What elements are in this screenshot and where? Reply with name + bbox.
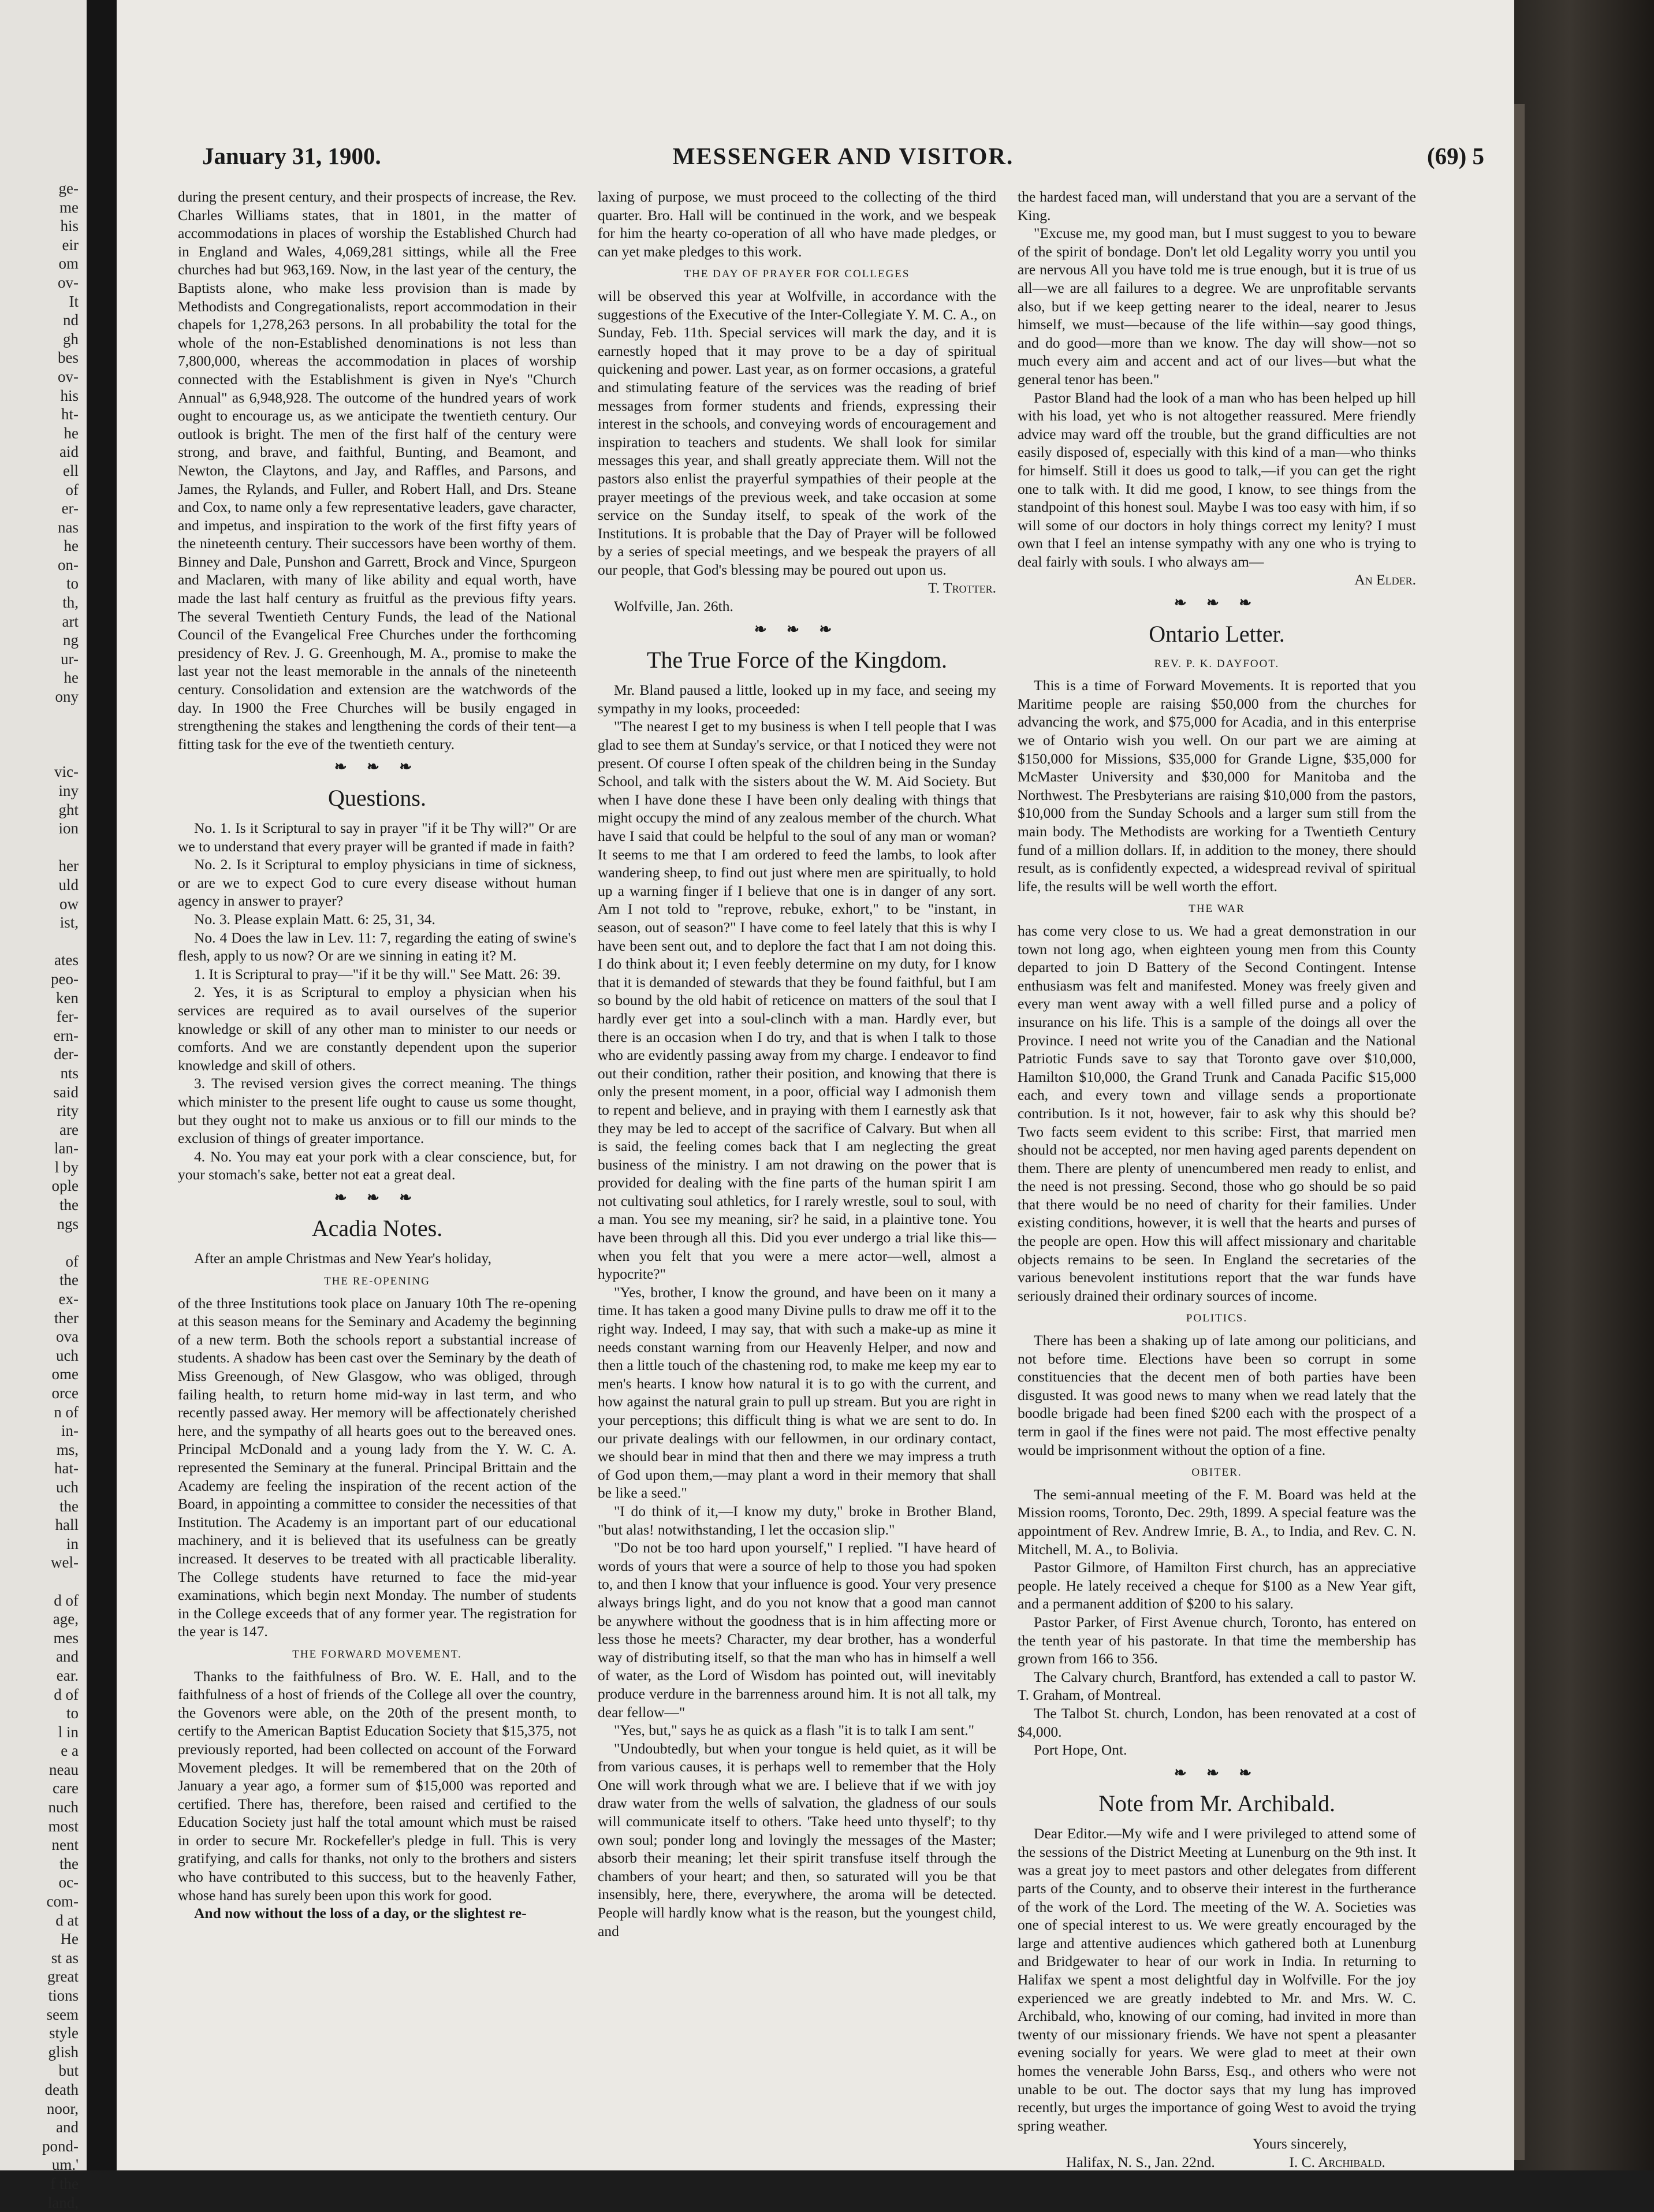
fragment-line: ova — [56, 1328, 79, 1346]
fragment-line: nd — [63, 311, 79, 329]
fragment-line: It — [69, 292, 79, 310]
section-title-ontario: Ontario Letter. — [1149, 620, 1285, 647]
fragment-line: iny — [58, 782, 79, 799]
fragment-line: pond- — [42, 2137, 79, 2155]
fragment-line: ov- — [58, 273, 79, 291]
fragment-line: ow — [59, 895, 79, 913]
fragment-line: oc- — [58, 1874, 79, 1891]
fragment-line — [0, 725, 79, 744]
fragment-line: rity — [57, 1102, 79, 1120]
paragraph: "Yes, but," says he as quick as a flash "it is to talk I am sent." — [614, 1722, 975, 1739]
fragment-line: me — [59, 198, 79, 216]
question-item: No. 3. Please explain Matt. 6: 25, 31, 34. — [194, 910, 435, 928]
fragment-line: glish — [48, 2043, 79, 2061]
fragment-line: fer- — [56, 1008, 79, 1026]
book-spine — [1514, 0, 1654, 2170]
fragment-line: n of — [54, 1403, 79, 1421]
war-text: has come very close to us. We had a great demonstration in our town not long ago, when eighteen young men from this County departed to join D Battery of the Second Contingent. Intense enthusiasm was felt and manifested. Money was freely given and every man went away with a well filled purse and a policy of insurance on his life. This is a sample of the doings all over the Province. I need not write you of the Canadian and the National Patriotic Funds save to say that Toronto gave over $10,000, Hamilton $10,000, the Grand Trunk and Canada Pacific $15,000 each, and every town and village sends a proportionate contribution. Is it not, however, fair to ask why this should be? Two facts seem evident to this scribe: First, that married men should not be accepted, nor men having aged parents dependent on them. There are plenty of unencumbered men ready to enlist, and the need is not pressing. Second, those who go should be so paid that there would be no need of charity for their families. Under existing conditions, however, it is well that the hearts and purses of the people are open. How this will affect missionary and charitable objects remains to be seen. In England the secretaries of the various benevolent institutions report that the war funds have seriously drained their ordinary sources of income. — [1018, 922, 1416, 1304]
fragment-line: f the — [50, 2174, 79, 2192]
paragraph: Mr. Bland paused a little, looked up in my face, and seeing my sympathy in my looks, proceeded: — [598, 682, 996, 717]
fragment-line: om — [58, 255, 79, 273]
fragment-line: nuch — [48, 1798, 79, 1816]
signature: An Elder. — [1354, 571, 1416, 589]
fragment-line: but — [58, 2062, 79, 2080]
newspaper-page — [117, 0, 1514, 2170]
letter-signoff — [1018, 2153, 1416, 2172]
fragment-line: his — [60, 386, 79, 404]
fragment-line: the — [59, 1497, 79, 1515]
fragment-line: He — [60, 1930, 79, 1948]
fragment-line: his — [60, 217, 79, 235]
forward-movement-text: Thanks to the faithfulness of Bro. W. E. Hall, and to the faithfulness of a host of friends of the College all over the country, the Govenors were able, on the 20th of the present month, to certify to the American Baptist Education Society that $15,375, not previously reported, had been collected on account of the Forward Movement pledges. It will be remembered that on the 20th of January a year ago, a former sum of $15,000 was reported and certified. There has, therefore, been raised and certified to the Education Society just half the total amount which must be raised in order to secure Mr. Rockefeller's pledge in full. This is very gratifying, and calls for thanks, not only to the brothers and sisters who have contributed to this success, but to the heavenly Father, whose hand has surely been upon this work for good. — [178, 1667, 576, 1904]
fragment-line: d at — [55, 1911, 79, 1929]
fragment-line: uld — [58, 876, 79, 893]
fragment-line: hall — [55, 1516, 79, 1534]
signature: T. Trotter. — [928, 579, 996, 597]
fragment-line: ge- — [58, 180, 79, 197]
fragment-line — [0, 932, 79, 951]
column-3 — [1018, 188, 1416, 2170]
fragment-line: ng — [63, 631, 79, 649]
fragment-line: l in — [58, 1723, 79, 1741]
fragment-line — [0, 1572, 79, 1591]
fragment-line: noor, — [46, 2099, 79, 2117]
fragment-line: the — [59, 1196, 79, 1214]
continued-line: And now without the loss of a day, or the slightest re- — [194, 1905, 527, 1922]
paragraph: "Yes, brother, I know the ground, and have been on it many a time. It has taken a good many Divine pulls to draw me off it to the right way. Indeed, I may say, that with such a make-up as mine it needs constant warning from our Heavenly Helper, and now and then a little touch of the chastening rod, to make me keep my ear to men's hearts. I know how natural it is to go with the current, and how against the natural grain to pull up stream. But you are right in your perceptions; this difficult thing is what we are sent to do. In our private dealings with our fellowmen, in our ordinary contact, we should bear in mind that then and there we may impress a truth of God upon them,—may plant a word in their memory that shall be like a seed." — [598, 1283, 996, 1502]
fragment-line: ther — [54, 1309, 79, 1327]
fragment-line: her — [58, 857, 79, 875]
column-1 — [178, 188, 576, 2146]
fragment-line: ms, — [56, 1440, 79, 1458]
previous-page-fragment — [0, 0, 87, 2211]
answer-item: 2. Yes, it is as Scriptural to employ a physician when his services are required as to avail ourselves of the superior knowledge or skill of any other man to minister to our needs or comforts. And we are constantly dependent upon the superior knowledge and skill of others. — [178, 984, 576, 1074]
fragment-line: hat- — [54, 1459, 79, 1477]
answer-item: 1. It is Scriptural to pray—"if it be thy will." See Matt. 26: 39. — [194, 965, 561, 982]
reopening-text: of the three Institutions took place on January 10th The re-opening at this season means for the Seminary and Academy the beginning of a new term. Both the schools report a substantial increase of students. A shadow has been cast over the Seminary by the death of Miss Greenough, of New Glasgow, who was obliged, through failing health, to return home mid-way in last term, and who recently passed away. Her memory will be affectionately cherished here, and the sympathy of all hearts goes out to the bereaved ones. Principal McDonald and a young lady from the Y. W. C. A. represented the Seminary at the funeral. Principal Brittain and the Academy are feeling the inspiration of the recent action of the Board, in appointing a committee to consider the necessities of that Institution. The Academy is an important part of our educational machinery, and it is believed that its usefulness can be greatly increased. It deserves to be treated with all practicable liberality. The College students have returned to face the mid-year examinations, which begin next Monday. The number of students in the College exceeds that of any former year. The registration for the year is 147. — [178, 1294, 576, 1640]
fragment-line: the — [59, 1854, 79, 1872]
section-title-questions: Questions. — [328, 785, 426, 811]
fragment-line: uch — [56, 1478, 79, 1496]
fragment-line: nent — [51, 1836, 79, 1854]
fragment-line: he — [64, 669, 79, 687]
fragment-line: of — [65, 481, 79, 498]
fragment-line: ell — [63, 461, 79, 479]
fragment-line: ngs — [57, 1215, 79, 1232]
fragment-line: on- — [58, 556, 79, 574]
obiter-item: Pastor Gilmore, of Hamilton First church, has an appreciative people. He lately received a cheque for $100 as a New Year gift, and a permanent addition of $200 to his salary. — [1018, 1559, 1416, 1613]
fragment-line: seem — [46, 2005, 79, 2023]
fragment-line: art — [62, 612, 79, 630]
archibald-letter: Dear Editor.—My wife and I were privileged to attend some of the sessions of the District Meeting at Lunenburg on the 9th inst. It was a great joy to meet pastors and other delegates from different parts of the County, and to observe their interest in the furtherance of the work of the Lord. The meeting of the W. A. Societies was one of special interest to us. We were greatly encouraged by the large and attentive audiences which gathered both at Lunenburg and Bridgewater to hear of our work in India. In returning to Halifax we spent a most delightful day in Wolfville. For the joy experienced we are greatly indebted to Mr. and Mrs. W. C. Archibald, who, knowing of our coming, had invited in more than twenty of our missionary friends. We have not spent a pleasanter evening socially for years. We were glad to meet at their own homes the venerable John Barss, Esq., and others who were not unable to be out. The doctor says that my lung has improved recently, but urges the importance of going West to avoid the trying spring weather. — [1018, 1825, 1416, 2134]
fragment-line: and — [56, 2118, 79, 2136]
ornament-divider: ❧ ❧ ❧ — [334, 1189, 420, 1206]
fragment-line: said — [53, 1083, 79, 1101]
newspaper-title: MESSENGER AND VISITOR. — [672, 143, 1014, 169]
obiter-item: The Talbot St. church, London, has been renovated at a cost of $4,000. — [1018, 1704, 1416, 1740]
answer-item: 4. No. You may eat your pork with a clear conscience, but, for your stomach's sake, better not eat a great deal. — [178, 1148, 576, 1183]
fragment-line: ome — [51, 1365, 79, 1383]
fragment-line: ion — [58, 820, 79, 837]
article-continuation: during the present century, and their prospects of increase, the Rev. Charles Williams states, that in 1801, in the matter of accommodations in places of worship the Established Church had in England and Wales, 4,069,281 sittings, while all the Free churches had but 963,169. Now, in the last year of the century, the Baptists alone, who make less provision than is made by Methodists and Congregationalists, report accommodation in their chapels for 1,278,263 persons. In all probability the total for the whole of the non-Established denominations is not less than 7,800,000, whereas the accommodation in places of worship connected with the Establishment is given in Nye's "Church Annual" as 6,948,928. The outcome of the hundred years of work ought to encourage us, as we anticipate the twentieth century. Our outlook is bright. The men of the first half of the century were strong, and brave, and faithful, Bunting, and Beamont, and Newton, the Claytons, and Jay, and Raffles, and Parsons, and James, the Rylands, and Fuller, and Robert Hall, and Drs. Steane and Cox, to name only a few representative leaders, gave character, and impetus, and inspiration to the work of the first fifty years of the nineteenth century. Their successors have been worthy of them. Binney and Dale, Punshon and Garrett, Brock and Vince, Spurgeon and Maclaren, with many of like ability and equal worth, have made the last half century as fruitful as the previous fifty years. The several Twentieth Century Funds, the lead of the National Council of the Evangelical Free Churches under the forthcoming presidency of Rev. J. G. Greenhough, M. A., promise to make the last year not the least memorable in the annals of the nineteenth century. Consolidation and extension are the watchwords of the day. In 1900 the Free Churches will be busily engaged in strengthening the stakes and lengthening the cords of their tent—a fitting task for the eve of the twentieth century. — [178, 188, 576, 753]
byline: REV. P. K. DAYFOOT. — [1154, 657, 1280, 670]
fragment-line: to — [66, 575, 79, 593]
question-item: No. 4 Does the law in Lev. 11: 7, regarding the eating of swine's flesh, apply to us now? Or are we sinning in eating it? M. — [178, 929, 576, 965]
fragment-line: gh — [63, 330, 79, 348]
fragment-line: in- — [61, 1422, 79, 1440]
fragment-line: he — [64, 537, 79, 555]
fragment-line: er- — [61, 500, 79, 517]
ontario-text: This is a time of Forward Movements. It is reported that you Maritime people are raising $50,000 from the churches for advancing the work, and $75,000 for Acadia, and in this enterprise we of Ontario wish you well. On our part we are aiming at $150,000 for Missions, $35,000 for Grande Ligne, $35,000 for McMaster University and $30,000 for Manitoba and the Northwest. The Presbyterians are raising $10,000 from the pastors, $10,000 from the Sunday Schools and a larger sum still from the main body. The Methodists are working for a Twentieth Century fund of a million dollars. If, in addition to the money, there should result, as is confidently expected, a widespread revival of spiritual life, the results will be well worth the effort. — [1018, 677, 1416, 895]
politics-text: There has been a shaking up of late among our politicians, and not before time. Elections have been so corrupt in some constituencies that the decent men of both parties have been disgusted. It was good news to many when we read lately that the boodle brigade had been fined $200 each with the prospect of a term in gaol if the fines were not paid. The most effective penalty would be imprisonment without the option of a fine. — [1018, 1332, 1416, 1458]
acadia-intro: After an ample Christmas and New Year's holiday, — [194, 1250, 491, 1267]
section-title-true-force: The True Force of the Kingdom. — [647, 647, 947, 673]
fragment-line: to — [66, 1704, 79, 1722]
paragraph: "The nearest I get to my business is when I tell people that I was glad to see them at Sunday's service, or that I noticed they were not present. Of course I often speak of the children being in the Sunday School, and talk with the sisters about the W. M. Aid Society. But when I have done these I have been only dealing with things that might occupy the mind of any zealous member of the church. What have I said that could be helpful to the soul of any man or woman? It seems to me that I am ordered to feed the lambs, to look after wandering sheep, to find out just where men are spiritually, to hold up a warning finger if I believe that one is in danger of any sort. Am I not told to "reprove, rebuke, exhort," to be "instant, in season, out of season?" I have come to feel lately that this is why I have been sent out, and to deplore the fact that I am not doing this. I do think about it; I even feebly determine on my duty, for I know that it is demanded of stewards that they be found faithful, but I am so bound by the old habit of reticence on matters of the soul that I hardly ever get into a soul-clinch with a man. Hardly ever, but there is an occasion when I do try, and that is when I talk to those who are evidently passing away from my charge. I endeavor to find out their condition, rather their position, and knowing that there is only the present moment, in a poor, official way I admonish them to repent and believe, and in praying with them I earnestly ask that they may be led to accept of the sacrifice of Calvary. But when all is said, the feeling comes back that I am neglecting the great business of the ministry. I am not drawing on the power that is provided for dealing with the fine parts of the human spirit I am not cultivating soul athletics, for I rarely wrestle, soul to soul, with a man. You see my meaning, sir? he said, in a plaintive tone. You have been through all this. Did you ever undergo a trial like this—when you felt that you were a mere actor—well, almost a hypocrite?" — [598, 718, 996, 1283]
paragraph: "I do think of it,—I know my duty," broke in Brother Bland, "but alas! notwithstanding, I let the occasion slip." — [598, 1502, 996, 1538]
paragraph: Pastor Bland had the look of a man who has been helped up hill with his load, yet who is not altogether reassured. Mere friendly advice may ward off the trouble, but the grand difficulties are not easily disposed of, especially with this kind of a man—who thinks for himself. Still it does us good to talk,—if you can get the right one to talk with. It did me good, I know, to see things from the standpoint of this honest soul. Maybe I was too easy with him, if so will some of our doctors in holy things correct my lenity? I must own that I feel an intense sympathy with any one who is trying to deal fairly with souls. I who always am— — [1018, 389, 1416, 570]
paragraph: the hardest faced man, will understand that you are a servant of the King. — [1018, 188, 1416, 224]
section-title-acadia: Acadia Notes. — [311, 1215, 443, 1242]
obiter-item: The Calvary church, Brantford, has extended a call to pastor W. T. Graham, of Montreal. — [1018, 1668, 1416, 1704]
paragraph: "Undoubtedly, but when your tongue is held quiet, as it will be from various causes, it is perhaps well to remember that the Holy One will work through what we are. I believe that if we with joy draw water from the wells of salvation, the gladness of our souls will communicate itself to others. 'Take heed unto thyself'; to thy own soul; ponder long and lovingly the messages of the Master; absorb their meaning; let their spirit transfuse itself through the chambers of your heart; and then, so saturated will you be that insensibly, here, there, everywhere, the aroma will be detected. People will hardly know what is the reason, but the youngest child, and — [598, 1740, 996, 1939]
fragment-line: land, — [47, 2194, 79, 2211]
fragment-line: great — [47, 1968, 79, 1986]
fragment-line: ov- — [58, 367, 79, 385]
prayer-text: will be observed this year at Wolfville, in accordance with the suggestions of the Executive of the Inter-Collegiate Y. M. C. A., on Sunday, Feb. 11th. Special services will mark the day, and it is earnestly hoped that it may prove to be a day of spiritual quickening and power. Last year, as on former occasions, a grateful and stimulating feature of the services was the reading of brief messages from former students and friends, expressing their interest in the schools, and conveying words of encouragement and inspiration to teachers and students. We shall look for similar messages this year, and shall greatly appreciate them. Will not the pastors also enlist the prayerful sympathies of their people at the prayer meetings of the previous week, and take occasion at some service on the Sunday itself, to speak of the work of the Institutions. It is probable that the Day of Prayer will be followed by a series of special meetings, and we bespeak the prayers of all our people, that God's blessing may be poured out upon us. — [598, 287, 996, 578]
questions-list — [178, 819, 576, 965]
closing-salutation: Yours sincerely, — [1253, 2135, 1347, 2153]
article-continuation: laxing of purpose, we must proceed to the collecting of the third quarter. Bro. Hall will be continued in the work, and we bespeak for him the hearty co-operation of all who have made pledges, or can yet make pledges to this work. — [598, 188, 996, 260]
fragment-line: are — [59, 1120, 79, 1138]
answers-list — [178, 965, 576, 1184]
fragment-line: ex- — [58, 1290, 79, 1308]
ornament-divider: ❧ ❧ ❧ — [754, 620, 840, 638]
dateline: Port Hope, Ont. — [1034, 1741, 1127, 1759]
fragment-line: th, — [62, 594, 79, 612]
question-item: No. 1. Is it Scriptural to say in prayer "if it be Thy will?" Or are we to understand that every prayer will be granted if made in faith? — [178, 820, 576, 855]
ornament-divider: ❧ ❧ ❧ — [1174, 1764, 1260, 1781]
fragment-line: tions — [48, 1987, 79, 2004]
answer-item: 3. The revised version gives the correct meaning. The things which minister to the present life ought to cause us some thought, but they ought not to make us anxious or to fill our minds to the exclusion of things of greater importance. — [178, 1075, 576, 1147]
fragment-line: and — [56, 1648, 79, 1666]
subhead-war: THE WAR — [1189, 903, 1245, 915]
fragment-line: uch — [56, 1346, 79, 1364]
subhead-day-of-prayer: THE DAY OF PRAYER FOR COLLEGES — [684, 268, 910, 281]
fragment-line: bes — [58, 349, 79, 367]
obiter-item: The semi-annual meeting of the F. M. Board was held at the Mission rooms, Toronto, Dec. 29th, 1899. A special feature was the appointment of Rev. Andrew Imrie, B. A., to India, and Rev. C. N. Mitchell, M. A., to Bolivia. — [1018, 1485, 1416, 1558]
subhead-politics: POLITICS. — [1186, 1312, 1248, 1325]
issue-date: January 31, 1900. — [202, 143, 381, 169]
fragment-line — [0, 838, 79, 857]
fragment-line: neau — [49, 1760, 79, 1778]
fragment-line: ople — [51, 1177, 79, 1195]
fragment-line: ken — [56, 989, 79, 1007]
fragment-line: nts — [60, 1064, 79, 1082]
subhead-reopening: THE RE-OPENING — [324, 1275, 430, 1288]
fragment-line — [0, 1233, 79, 1252]
fragment-line: ear. — [56, 1666, 79, 1684]
page-number: (69) 5 — [1426, 143, 1484, 169]
column-2 — [598, 188, 996, 2146]
paragraph: "Do not be too hard upon yourself," I replied. "I have heard of words of yours that were a source of help to those you had spoken to, and then I know that your influence is good. Your very presence always brings light, and do you not know that a good man cannot be anywhere without the goodness that is in him affecting more or less those he meets? Character, my dear brother, has a wonderful way of distributing itself, so that the man who has in himself a well of water, as the Lord of Wisdom has pointed out, will inevitably produce verdure in the barrenness around him. It is not all talk, my dear fellow—" — [598, 1539, 996, 1721]
subhead-obiter: OBITER. — [1191, 1466, 1242, 1479]
fragment-line: l by — [54, 1158, 79, 1176]
book-gutter — [87, 0, 117, 2170]
fragment-line: e a — [61, 1742, 79, 1760]
fragment-line: style — [49, 2024, 79, 2042]
fragment-line — [0, 744, 79, 763]
obiter-item: Pastor Parker, of First Avenue church, Toronto, has entered on the tenth year of his pastorate. In that time the membership has grown from 166 to 356. — [1018, 1613, 1416, 1667]
paragraph: "Excuse me, my good man, but I must suggest to you to beware of the spirit of bondage. Don't let old Legality worry you until you are nervous All you have told me is true enough, but it is true of us all—we are all failures to a degree. We are unprofitable servants also, but if we keep getting nearer to the ideal, nearer to Jesus himself, we must—because of the life within—say good things, and do good—more than we know. The day will show—not so much every aim and accent and act of our lives—but what the general tenor has been." — [1018, 225, 1416, 388]
ornament-divider: ❧ ❧ ❧ — [1174, 594, 1260, 612]
fragment-line: ht- — [61, 405, 79, 423]
subhead-forward-movement: THE FORWARD MOVEMENT. — [292, 1648, 462, 1660]
fragment-line: ates — [54, 951, 79, 969]
fragment-line: care — [53, 1779, 79, 1797]
fragment-line: in — [66, 1535, 79, 1552]
fragment-line: st as — [51, 1949, 79, 1967]
page-header — [202, 142, 1484, 177]
fragment-line — [0, 706, 79, 725]
fragment-line: ght — [58, 800, 79, 818]
page-edge — [1514, 104, 1525, 2160]
ornament-divider: ❧ ❧ ❧ — [334, 758, 420, 776]
fragment-line: orce — [51, 1384, 79, 1402]
fragment-line: peo- — [51, 970, 79, 988]
signature: I. C. Archibald. — [1289, 2153, 1385, 2170]
fragment-line: he — [64, 424, 79, 442]
section-title-archibald: Note from Mr. Archibald. — [1098, 1790, 1335, 1817]
fragment-line: ur- — [61, 650, 79, 668]
fragment-line: most — [48, 1817, 79, 1835]
fragment-line: aid — [59, 443, 79, 461]
fragment-line: the — [59, 1271, 79, 1289]
fragment-line: ony — [55, 688, 79, 706]
fragment-line: d of — [54, 1685, 79, 1703]
fragment-line: ern- — [53, 1026, 79, 1044]
fragment-line: eir — [62, 236, 79, 254]
fragment-line: d of — [54, 1591, 79, 1609]
fragment-line: vic- — [54, 763, 79, 781]
fragment-line: mes — [53, 1629, 79, 1647]
fragment-line: age, — [53, 1610, 79, 1628]
fragment-line: ist, — [59, 914, 79, 932]
fragment-line: lan- — [54, 1139, 79, 1157]
fragment-line: der- — [54, 1045, 79, 1063]
fragment-line: wel- — [51, 1554, 79, 1572]
fragment-line: um.' — [51, 2156, 79, 2174]
fragment-line: of — [65, 1252, 79, 1270]
previous-page-text — [0, 0, 87, 2212]
dateline: Halifax, N. S., Jan. 22nd. — [1066, 2153, 1215, 2170]
fragment-line: com- — [46, 1893, 79, 1911]
fragment-line: death — [44, 2080, 79, 2098]
question-item: No. 2. Is it Scriptural to employ physicians in time of sickness, or are we to expect God to cure every disease without human agency in answer to prayer? — [178, 856, 576, 910]
fragment-line: nas — [58, 518, 79, 536]
dateline: Wolfville, Jan. 26th. — [614, 598, 733, 615]
